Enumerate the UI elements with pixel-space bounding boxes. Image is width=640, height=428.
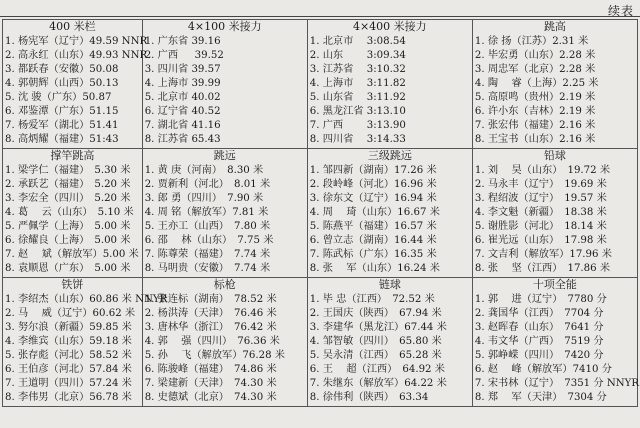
result-entry: 6. 黑龙江省 3:13.10	[309, 106, 406, 117]
result-entry: 4. 李文魁（新疆） 18.38 米	[474, 207, 607, 218]
event-cell	[142, 278, 307, 407]
result-entry: 2. 承跃艺（福建） 5.20 米	[5, 179, 131, 190]
result-entry: 4. 周 铭（解放军）7.81 米	[144, 207, 269, 218]
result-entry: 4. 韦文华（广西） 7519 分	[474, 336, 604, 347]
result-entry: 8. 马明贵（安徽） 7.74 米	[144, 263, 271, 274]
result-entry: 6. 王 超（江西） 64.92 米	[309, 364, 445, 375]
results-table	[2, 19, 638, 407]
result-entry: 2. 龚国华（江西） 7704 分	[474, 308, 604, 319]
result-entry: 4. 葛 云（山东） 5.10 米	[5, 207, 134, 218]
result-entry: 4. 上海市 3:11.82	[309, 78, 406, 89]
result-entry: 5. 陈燕平（福建）16.57 米	[309, 221, 437, 232]
result-entry: 2. 广西 39.52	[144, 50, 224, 61]
result-entry: 5. 高原鸣（贵州）2.19 米	[474, 92, 596, 103]
result-entry: 6. 辽宁省 40.52	[144, 106, 221, 117]
result-entry: 1. 李绍杰（山东）60.86 米 NNYR	[5, 294, 168, 305]
event-title: 撑竿跳高	[50, 149, 95, 162]
result-entry: 8. 高炳耀（福建）51:43	[5, 134, 119, 145]
result-entry: 1. 杨宪军（辽宁）49.59 NNR	[5, 36, 148, 47]
event-cell	[3, 149, 143, 278]
event-cell	[472, 149, 637, 278]
event-title: 跳远	[213, 149, 236, 162]
result-entry: 8. 张 坚（江西） 17.86 米	[474, 263, 611, 274]
result-entry: 7. 梁建新（天津） 74.30 米	[144, 378, 277, 389]
result-entry: 5. 孙 飞（解放军）76.28 米	[144, 350, 285, 361]
result-entry: 5. 郭峥嵘（四川） 7420 分	[474, 350, 604, 361]
event-title: 铅球	[543, 149, 566, 162]
result-entry: 3. 江苏省 3:10.32	[309, 64, 406, 75]
result-entry: 1. 黄 庚（河南） 8.30 米	[144, 165, 264, 176]
result-entry: 8. 史德斌（北京） 74.30 米	[144, 392, 277, 403]
result-entry: 2. 贾新利（河北） 8.01 米	[144, 179, 271, 190]
result-entry: 1. 邹四新（湖南）17.26 米	[309, 165, 437, 176]
result-entry: 5. 王亦工（山西） 7.80 米	[144, 221, 271, 232]
result-entry: 8. 郑 军（天津） 7304 分	[474, 392, 607, 403]
results-row	[3, 278, 638, 407]
result-entry: 2. 王国庆（陕西） 67.94 米	[309, 308, 442, 319]
result-entry: 2. 马永丰（辽宁） 19.69 米	[474, 179, 607, 190]
result-entry: 7. 张宏伟（福建）2.16 米	[474, 120, 596, 131]
result-entry: 3. 都跃春（安徽）50.08	[5, 64, 119, 75]
result-entry: 4. 周 琦（山东）16.67 米	[309, 207, 440, 218]
result-entry: 2. 杨洪涛（天津） 76.46 米	[144, 308, 277, 319]
result-entry: 6. 邓鉴潭（广东）51.15	[5, 106, 119, 117]
results-row	[3, 20, 638, 149]
result-entry: 1. 郭 进（辽宁） 7780 分	[474, 294, 607, 305]
event-title: 链球	[378, 278, 401, 291]
result-entry: 7. 陈武标（广东）16.35 米	[309, 249, 437, 260]
result-entry: 3. 唐林华（浙江） 76.42 米	[144, 322, 277, 333]
result-entry: 6. 许小东（吉林）2.19 米	[474, 106, 596, 117]
result-entry: 7. 广西 3:13.90	[309, 120, 406, 131]
result-entry: 7. 杨爱军（湖北）51.41	[5, 120, 119, 131]
event-cell	[307, 20, 472, 149]
result-entry: 5. 张存彪（河北）58.52 米	[5, 350, 132, 361]
event-cell	[472, 278, 640, 407]
result-entry: 3. 李建华（黑龙江）67.44 米	[309, 322, 447, 333]
result-entry: 3. 郎 勇（四川） 7.90 米	[144, 193, 264, 204]
result-entry: 4. 邹智敏（四川） 65.80 米	[309, 336, 442, 347]
result-entry: 2. 段岭峰（河北）16.96 米	[309, 179, 437, 190]
event-cell	[3, 278, 168, 407]
result-entry: 2. 山东 3:09.34	[309, 50, 406, 61]
result-entry: 1. 梁学仁（福建） 5.30 米	[5, 165, 131, 176]
result-entry: 8. 袁顺恩（广东） 5.00 米	[5, 263, 131, 274]
result-entry: 4. 李维宾（山东）59.18 米	[5, 336, 132, 347]
event-title: 4×100 米接力	[187, 20, 262, 33]
result-entry: 4. 陶 睿（上海）2.25 米	[474, 78, 599, 89]
event-title: 400 米栏	[49, 20, 96, 33]
event-cell	[142, 149, 307, 278]
event-title: 十项全能	[532, 278, 577, 291]
result-entry: 1. 张连标（湖南） 78.52 米	[144, 294, 277, 305]
results-table-body	[3, 20, 638, 407]
result-entry: 5. 严佩学（上海） 5.00 米	[5, 221, 131, 232]
result-entry: 3. 四川省 39.57	[144, 64, 221, 75]
results-row	[3, 149, 638, 278]
result-entry: 6. 曾立志（湖南）16.44 米	[309, 235, 437, 246]
result-entry: 3. 李宏全（四川） 5.20 米	[5, 193, 131, 204]
result-entry: 7. 湖北省 41.16	[144, 120, 221, 131]
result-entry: 8. 江苏省 65.43	[144, 134, 221, 145]
result-entry: 7. 朱继东（解放军）64.22 米	[309, 378, 447, 389]
result-entry: 2. 马 威（辽宁）60.62 米	[5, 308, 136, 319]
continued-label: 续表	[607, 4, 634, 18]
result-entry: 4. 郭 强（四川） 76.36 米	[144, 336, 280, 347]
result-entry: 3. 徐东文（辽宁）16.94 米	[309, 193, 437, 204]
result-entry: 5. 北京市 40.02	[144, 92, 221, 103]
result-entry: 1. 毕 忠（江西） 72.52 米	[309, 294, 435, 305]
result-entry: 1. 刘 昊（山东） 19.72 米	[474, 165, 611, 176]
result-entry: 8. 张 军（山东）16.24 米	[309, 263, 440, 274]
result-entry: 2. 毕宏勇（山东）2.28 米	[474, 50, 596, 61]
event-cell	[307, 149, 472, 278]
result-entry: 6. 王伯彦（河北）57.84 米	[5, 364, 132, 375]
event-title: 标枪	[213, 278, 236, 291]
result-entry: 5. 山东省 3:11.92	[309, 92, 406, 103]
event-cell	[307, 278, 472, 407]
result-entry: 3. 努尔浪（新疆）59.85 米	[5, 322, 132, 333]
result-entry: 5. 吴永清（江西） 65.28 米	[309, 350, 442, 361]
result-entry: 6. 徐耀良（上海） 5.00 米	[5, 235, 131, 246]
result-entry: 8. 李伟男（北京）56.78 米	[5, 392, 132, 403]
result-entry: 7. 王道明（四川）57.24 米	[5, 378, 132, 389]
result-entry: 8. 四川省 3:14.33	[309, 134, 406, 145]
result-entry: 6. 陈骏峰（福建） 74.86 米	[144, 364, 277, 375]
result-entry: 3. 程绍波（辽宁） 19.57 米	[474, 193, 607, 204]
top-rule	[0, 16, 640, 17]
event-cell	[3, 20, 148, 149]
result-entry: 7. 赵 斌（解放军）5.00 米	[5, 249, 139, 260]
result-entry: 6. 崔光远（山东） 17.98 米	[474, 235, 607, 246]
event-title: 铁饼	[61, 278, 84, 291]
result-entry: 7. 陈尊荣（福建） 7.74 米	[144, 249, 271, 260]
result-entry: 1. 北京市 3:08.54	[309, 36, 406, 47]
result-entry: 3. 周忠军（北京）2.28 米	[474, 64, 596, 75]
event-title: 三级跳远	[367, 149, 412, 162]
event-title: 4×400 米接力	[352, 20, 427, 33]
result-entry: 8. 徐伟利（陕西） 63.34	[309, 392, 429, 403]
result-entry: 8. 王宝书（山东）2.16 米	[474, 134, 596, 145]
result-entry: 6. 赵 峰（解放军）7410 分	[474, 364, 612, 375]
result-entry: 2. 高永红（山东）49.93 NNR	[5, 50, 148, 61]
result-entry: 3. 赵晖春（山东） 7641 分	[474, 322, 604, 333]
event-title: 跳高	[543, 20, 566, 33]
result-entry: 5. 沈 骏（广东）50.87	[5, 92, 112, 103]
result-entry: 1. 广东省 39.16	[144, 36, 221, 47]
result-entry: 6. 邵 林（山东） 7.75 米	[144, 235, 274, 246]
result-entry: 4. 上海市 39.99	[144, 78, 221, 89]
result-entry: 4. 郭朝辉（山西）50.13	[5, 78, 119, 89]
result-entry: 7. 文吉利（解放军）17.96 米	[474, 249, 612, 260]
event-cell	[472, 20, 637, 149]
result-entry: 5. 谢胜影（河北） 18.14 米	[474, 221, 607, 232]
result-entry: 1. 徐 扬（江苏）2.31 米	[474, 36, 589, 47]
event-cell	[142, 20, 307, 149]
result-entry: 7. 宋书林（辽宁） 7351 分 NNYR	[474, 378, 640, 389]
